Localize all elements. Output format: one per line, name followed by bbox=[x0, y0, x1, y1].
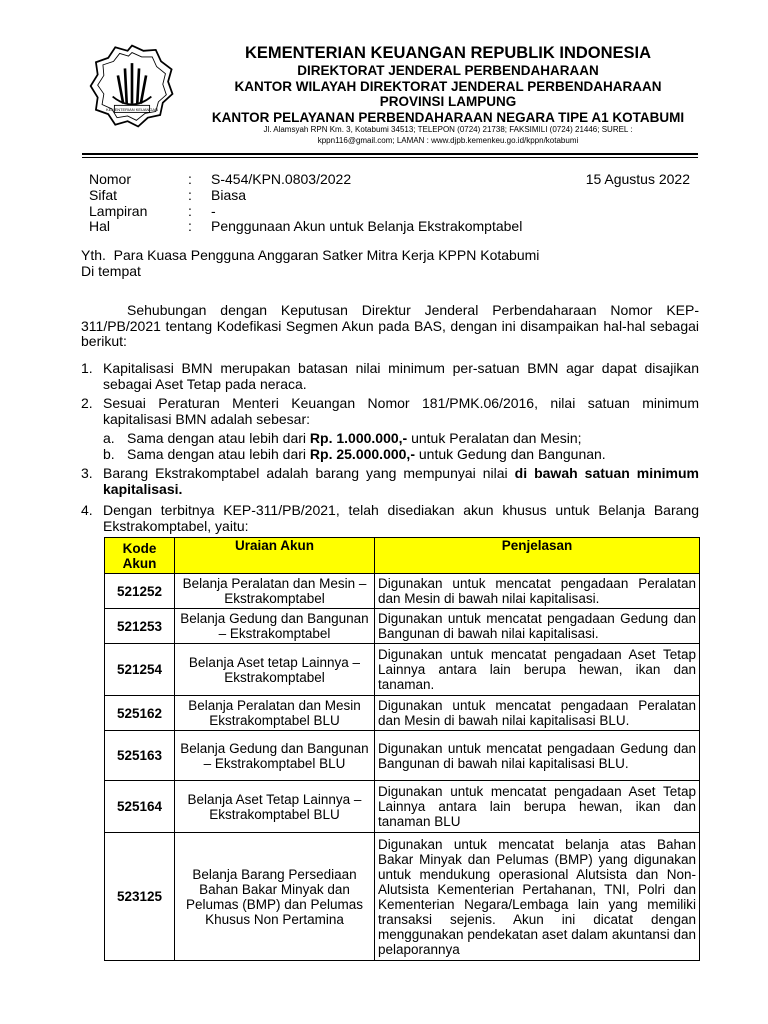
row-kode: 523125 bbox=[105, 833, 175, 961]
hal-colon: : bbox=[188, 218, 192, 234]
row-kode: 525163 bbox=[105, 731, 175, 781]
row-uraian: Belanja Gedung dan Bangunan – Ekstrakomptabel BLU bbox=[175, 731, 375, 781]
item-2a-text bbox=[127, 430, 582, 446]
table-row bbox=[105, 833, 700, 961]
logo-text: KEMENTERIAN KEUANGAN bbox=[106, 107, 158, 113]
row-kode: 521252 bbox=[105, 574, 175, 609]
row-uraian: Belanja Aset Tetap Lainnya – Ekstrakomptabel BLU bbox=[175, 781, 375, 833]
item-1-number: 1. bbox=[81, 360, 93, 376]
table-row bbox=[105, 574, 700, 609]
row-kode: 525164 bbox=[105, 781, 175, 833]
row-uraian: Belanja Aset tetap Lainnya – Ekstrakomptabel bbox=[175, 644, 375, 696]
item-4-text: Dengan terbitnya KEP-311/PB/2021, telah disediakan akun khusus untuk Belanja Barang Ekstrakomptabel, yaitu: bbox=[103, 502, 699, 534]
address-line-1: Jl. Alamsyah RPN Km. 3, Kotabumi 34513; TELEPON (0724) 21738; FAKSIMILI (0724) 21446; SUREL : bbox=[263, 125, 633, 134]
row-penjelasan: Digunakan untuk mencatat belanja atas Bahan Bakar Minyak dan Pelumas (BMP) yang digunakan untuk mendukung operasional Alutsista dan Non-Alutsista Kementerian Pertahanan, TNI, Polri dan Kementerian Negara/Lembaga lain yang memiliki transaksi sejenis. Akun ini dicatat dengan menggunakan pendekatan aset dalam akuntansi dan pelaporannya bbox=[375, 833, 700, 961]
row-uraian: Belanja Peralatan dan Mesin – Ekstrakomptabel bbox=[175, 574, 375, 609]
row-uraian: Belanja Barang Persediaan Bahan Bakar Minyak dan Pelumas (BMP) dan Pelumas Khusus Non Pertamina bbox=[175, 833, 375, 961]
row-penjelasan: Digunakan untuk mencatat pengadaan Peralatan dan Mesin di bawah nilai kapitalisasi. bbox=[375, 574, 700, 609]
sifat-label: Sifat bbox=[89, 187, 118, 203]
ministry-title: KEMENTERIAN KEUANGAN REPUBLIK INDONESIA bbox=[244, 44, 652, 62]
row-uraian: Belanja Peralatan dan Mesin Ekstrakomptabel BLU bbox=[175, 696, 375, 731]
item-3-number: 3. bbox=[81, 465, 93, 481]
address-line-2: kppn116@gmail.com; LAMAN : www.djpb.kemenkeu.go.id/kppn/kotabumi bbox=[317, 135, 579, 145]
item-4-number: 4. bbox=[81, 502, 93, 518]
account-table bbox=[104, 537, 700, 961]
item-3-text bbox=[103, 466, 699, 497]
item-2a-post: untuk Peralatan dan Mesin; bbox=[407, 430, 582, 446]
letter-date: 15 Agustus 2022 bbox=[585, 171, 690, 187]
item-2-number: 2. bbox=[81, 395, 93, 411]
directorate-title: DIREKTORAT JENDERAL PERBENDAHARAAN bbox=[297, 63, 599, 78]
letterhead-divider bbox=[82, 153, 698, 155]
item-2a-label: a. bbox=[103, 430, 115, 446]
header-penjelasan: Penjelasan bbox=[375, 538, 700, 574]
regional-office-title: KANTOR WILAYAH DIREKTORAT JENDERAL PERBENDAHARAAN bbox=[234, 79, 662, 94]
table-row bbox=[105, 696, 700, 731]
province-title: PROVINSI LAMPUNG bbox=[379, 94, 517, 109]
table-row bbox=[105, 609, 700, 644]
item-1-text: Kapitalisasi BMN merupakan batasan nilai minimum per-satuan BMN agar dapat disajikan sebagai Aset Tetap pada neraca. bbox=[103, 360, 699, 392]
letterhead-divider-thin bbox=[82, 157, 698, 158]
item-2a-pre: Sama dengan atau lebih dari bbox=[127, 430, 310, 446]
ministry-emblem-icon bbox=[88, 42, 176, 130]
row-uraian: Belanja Gedung dan Bangunan – Ekstrakomptabel bbox=[175, 609, 375, 644]
item-3-emphasis: di bawah satuan minimum kapitalisasi. bbox=[103, 465, 700, 497]
row-kode: 525162 bbox=[105, 696, 175, 731]
office-address bbox=[205, 125, 691, 146]
item-2-text: Sesuai Peraturan Menteri Keuangan Nomor 181/PMK.06/2016, nilai satuan minimum kapitalisasi BMN adalah sebesar: bbox=[103, 395, 699, 427]
row-penjelasan: Digunakan untuk mencatat pengadaan Aset Tetap Lainnya antara lain berupa hewan, ikan dan tanaman. bbox=[375, 644, 700, 696]
row-penjelasan: Digunakan untuk mencatat pengadaan Aset Tetap Lainnya antara lain berupa hewan, ikan dan tanaman BLU bbox=[375, 781, 700, 833]
lampiran-label: Lampiran bbox=[89, 203, 148, 219]
header-uraian-akun: Uraian Akun bbox=[175, 538, 375, 574]
header-kode-akun: Kode Akun bbox=[105, 538, 175, 574]
sifat-colon: : bbox=[188, 187, 192, 203]
lampiran-value: - bbox=[211, 203, 216, 219]
lampiran-colon: : bbox=[188, 203, 192, 219]
table-header-row bbox=[105, 538, 700, 574]
item-2b-pre: Sama dengan atau lebih dari bbox=[127, 446, 310, 462]
table-row bbox=[105, 731, 700, 781]
hal-value: Penggunaan Akun untuk Belanja Ekstrakomptabel bbox=[211, 218, 523, 234]
item-2a-amount: Rp. 1.000.000,- bbox=[309, 430, 408, 446]
recipient-block bbox=[81, 247, 539, 279]
recipient-line-2: Di tempat bbox=[81, 263, 141, 279]
item-3-pre: Barang Ekstrakomptabel adalah barang yang mempunyai nilai bbox=[103, 465, 515, 481]
item-2b-text bbox=[127, 446, 606, 462]
item-2b-label: b. bbox=[103, 446, 115, 462]
nomor-value: S-454/KPN.0803/2022 bbox=[211, 171, 352, 187]
table-row bbox=[105, 781, 700, 833]
office-title: KANTOR PELAYANAN PERBENDAHARAAN NEGARA TIPE A1 KOTABUMI bbox=[211, 110, 685, 125]
table-row bbox=[105, 644, 700, 696]
intro-paragraph: Sehubungan dengan Keputusan Direktur Jenderal Perbendaharaan Nomor KEP-311/PB/2021 tentang Kodefikasi Segmen Akun pada BAS, dengan ini disampaikan hal-hal sebagai berikut: bbox=[81, 302, 699, 349]
row-penjelasan: Digunakan untuk mencatat pengadaan Gedung dan Bangunan di bawah nilai kapitalisasi. bbox=[375, 609, 700, 644]
row-kode: 521254 bbox=[105, 644, 175, 696]
row-kode: 521253 bbox=[105, 609, 175, 644]
nomor-label: Nomor bbox=[89, 171, 132, 187]
sifat-value: Biasa bbox=[211, 187, 247, 203]
hal-label: Hal bbox=[89, 218, 111, 234]
row-penjelasan: Digunakan untuk mencatat pengadaan Gedung dan Bangunan di bawah nilai kapitalisasi BLU. bbox=[375, 731, 700, 781]
item-2b-amount: Rp. 25.000.000,- bbox=[309, 446, 415, 462]
nomor-colon: : bbox=[188, 171, 192, 187]
item-2b-post: untuk Gedung dan Bangunan. bbox=[414, 446, 606, 462]
recipient-line-1: Yth. Para Kuasa Pengguna Anggaran Satker Mitra Kerja KPPN Kotabumi bbox=[81, 247, 540, 263]
row-penjelasan: Digunakan untuk mencatat pengadaan Peralatan dan Mesin di bawah nilai kapitalisasi BLU. bbox=[375, 696, 700, 731]
